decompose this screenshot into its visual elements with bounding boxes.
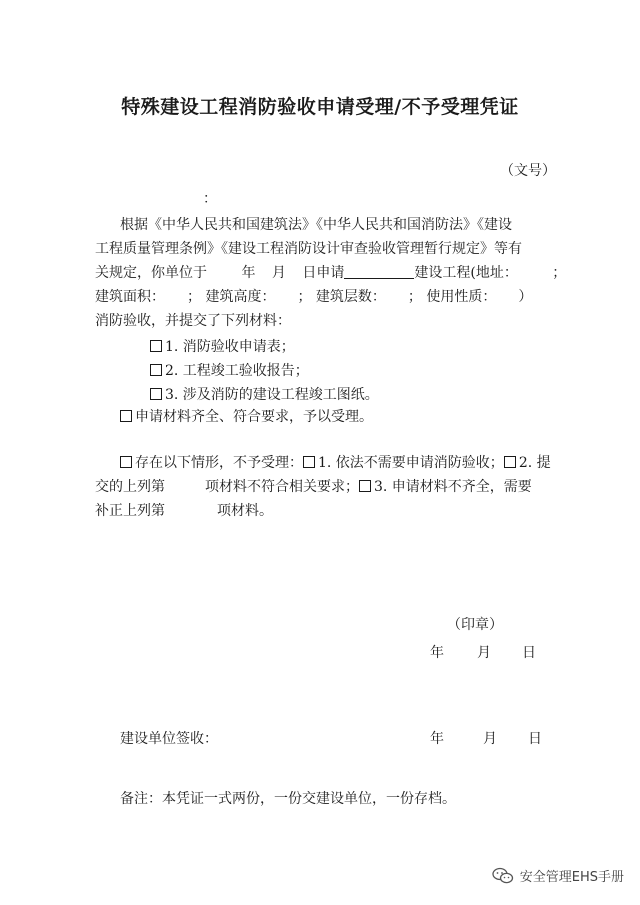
semicolon: ； — [187, 289, 201, 305]
checkbox-material-1[interactable] — [150, 340, 162, 352]
material-label: 2. 工程竣工验收报告； — [165, 363, 309, 379]
reason-3-text-a: 补正上列第 — [95, 503, 165, 519]
issue-day: 日 — [522, 645, 536, 661]
issue-year: 年 — [430, 645, 444, 661]
watermark-text: 安全管理EHS手册 — [519, 870, 624, 885]
material-item-2 — [150, 360, 309, 380]
checkbox-reason-1[interactable] — [303, 456, 315, 468]
reason-3-label: 3. 申请材料不齐全，需要 — [374, 479, 532, 495]
checkbox-reason-3[interactable] — [359, 480, 371, 492]
reject-line-3 — [95, 500, 273, 520]
reason-3-text-b: 项材料。 — [217, 503, 273, 519]
sign-month: 月 — [483, 731, 497, 747]
issue-month: 月 — [477, 645, 491, 661]
semicolon: ； — [552, 265, 567, 281]
reason-2-text-b: 项材料不符合相关要求； — [205, 479, 359, 495]
checkbox-accept[interactable] — [120, 410, 132, 422]
semicolon: ； — [407, 289, 422, 305]
accept-label: 申请材料齐全、符合要求，予以受理。 — [135, 409, 373, 425]
body-line-3 — [95, 262, 566, 282]
checkbox-reason-2[interactable] — [504, 456, 516, 468]
use-label: 使用性质： — [426, 289, 497, 305]
sign-label: 建设单位签收： — [120, 731, 218, 747]
reject-line-1 — [120, 452, 551, 472]
sign-year: 年 — [430, 731, 444, 747]
material-label: 1. 消防验收申请表； — [165, 339, 295, 355]
checkbox-reject[interactable] — [120, 456, 132, 468]
page-title: 特殊建设工程消防验收申请受理/不予受理凭证 — [121, 96, 519, 118]
sign-day: 日 — [528, 731, 542, 747]
seal-label: （印章） — [447, 617, 503, 633]
body-line-3-start: 关规定，你单位于 — [95, 265, 207, 281]
floors-label: 建筑层数： — [315, 289, 386, 305]
document-number: （文号） — [500, 163, 556, 179]
checkbox-material-2[interactable] — [150, 364, 162, 376]
reason-2-text-a: 交的上列第 — [95, 479, 165, 495]
height-label: 建筑高度： — [205, 289, 276, 305]
body-line-2: 工程质量管理条例》《建设工程消防设计审查验收管理暂行规定》等有 — [95, 241, 522, 257]
body-line-4 — [95, 286, 532, 306]
material-item-3 — [150, 384, 379, 404]
wechat-icon — [492, 867, 514, 885]
year-label: 年 — [241, 265, 256, 281]
reject-label: 存在以下情形，不予受理： — [135, 455, 303, 471]
accept-option — [120, 406, 373, 426]
day-label: 日申请 — [302, 265, 345, 281]
close-paren: ） — [518, 289, 533, 305]
month-label: 月 — [271, 265, 286, 281]
reason-2-label: 2. 提 — [518, 455, 551, 471]
area-label: 建筑面积： — [95, 289, 165, 305]
semicolon: ； — [297, 289, 312, 305]
note: 备注：本凭证一式两份，一份交建设单位，一份存档。 — [120, 791, 456, 807]
project-name-blank — [344, 264, 414, 279]
addressee-colon: ： — [203, 191, 217, 207]
reject-line-2 — [95, 476, 532, 496]
checkbox-material-3[interactable] — [150, 388, 162, 400]
body-line-5: 消防验收，并提交了下列材料： — [95, 313, 291, 329]
material-item-1 — [150, 336, 295, 356]
reason-1-label: 1. 依法不需要申请消防验收； — [318, 455, 504, 471]
address-label: 建设工程(地址： — [414, 265, 518, 281]
body-line-1: 根据《中华人民共和国建筑法》《中华人民共和国消防法》《建设 — [120, 217, 512, 233]
watermark — [492, 866, 624, 885]
material-label: 3. 涉及消防的建设工程竣工图纸。 — [165, 387, 379, 403]
